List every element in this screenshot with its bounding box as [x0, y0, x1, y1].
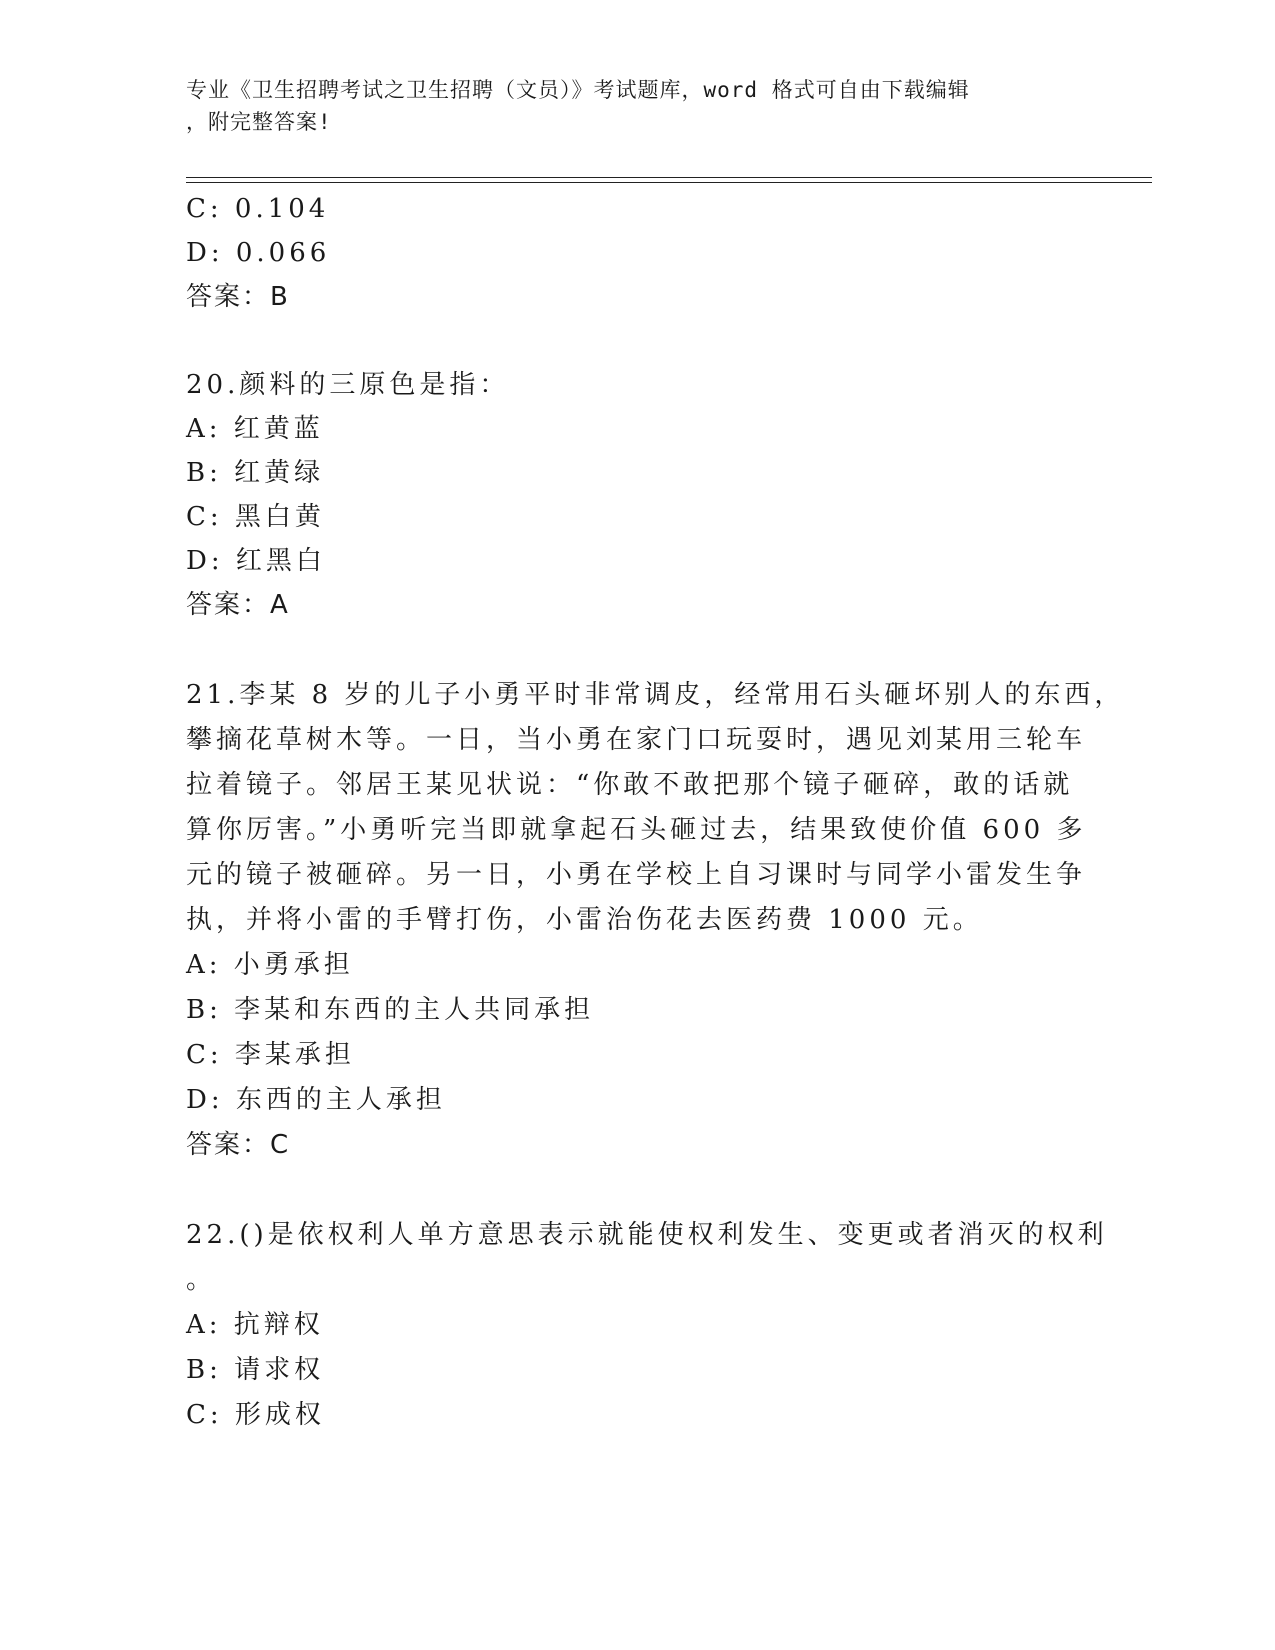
q20-answer: 答案：A	[186, 590, 290, 620]
q20-question: 20.颜料的三原色是指：	[186, 370, 510, 400]
q20-option-a: A: 红黄蓝	[186, 414, 324, 444]
q20-option-b: B: 红黄绿	[186, 458, 325, 488]
q20-option-c: C: 黑白黄	[186, 502, 325, 532]
q22-option-a: A: 抗辩权	[186, 1310, 324, 1340]
q21-question-line-2: 攀摘花草树木等。一日，当小勇在家门口玩耍时，遇见刘某用三轮车	[186, 725, 1087, 755]
q22-option-b: B: 请求权	[186, 1355, 325, 1385]
q21-answer: 答案：C	[186, 1130, 291, 1160]
header-line-2: ，附完整答案!	[186, 110, 332, 134]
q19-option-d: D: 0.066	[186, 238, 331, 268]
q22-question-line-1: 22.()是依权利人单方意思表示就能使权利发生、变更或者消灭的权利	[186, 1220, 1108, 1250]
q21-question-line-6: 执，并将小雷的手臂打伤，小雷治伤花去医药费 1000 元。	[186, 905, 983, 935]
q21-question-line-4: 算你厉害。”小勇听完当即就拿起石头砸过去，结果致使价值 600 多	[186, 815, 1087, 845]
q21-option-b: B: 李某和东西的主人共同承担	[186, 995, 595, 1025]
q20-option-d: D: 红黑白	[186, 546, 326, 576]
q21-question-line-1: 21.李某 8 岁的儿子小勇平时非常调皮，经常用石头砸坏别人的东西，	[186, 680, 1125, 710]
q21-question-line-5: 元的镜子被砸碎。另一日，小勇在学校上自习课时与同学小雷发生争	[186, 860, 1087, 890]
q21-option-c: C: 李某承担	[186, 1040, 355, 1070]
q19-answer: 答案：B	[186, 282, 290, 312]
header-line-1: 专业《卫生招聘考试之卫生招聘（文员）》考试题库，word 格式可自由下载编辑	[186, 78, 970, 102]
document-header	[186, 74, 1086, 138]
header-divider-bottom	[186, 182, 1152, 183]
q21-question-line-3: 拉着镜子。邻居王某见状说：“你敢不敢把那个镜子砸碎，敢的话就	[186, 770, 1074, 800]
q19-option-c: C: 0.104	[186, 194, 330, 224]
q21-option-d: D: 东西的主人承担	[186, 1085, 446, 1115]
q21-option-a: A: 小勇承担	[186, 950, 354, 980]
header-divider-top	[186, 177, 1152, 178]
q22-question-line-2: 。	[186, 1265, 217, 1295]
q22-option-c: C: 形成权	[186, 1400, 325, 1430]
